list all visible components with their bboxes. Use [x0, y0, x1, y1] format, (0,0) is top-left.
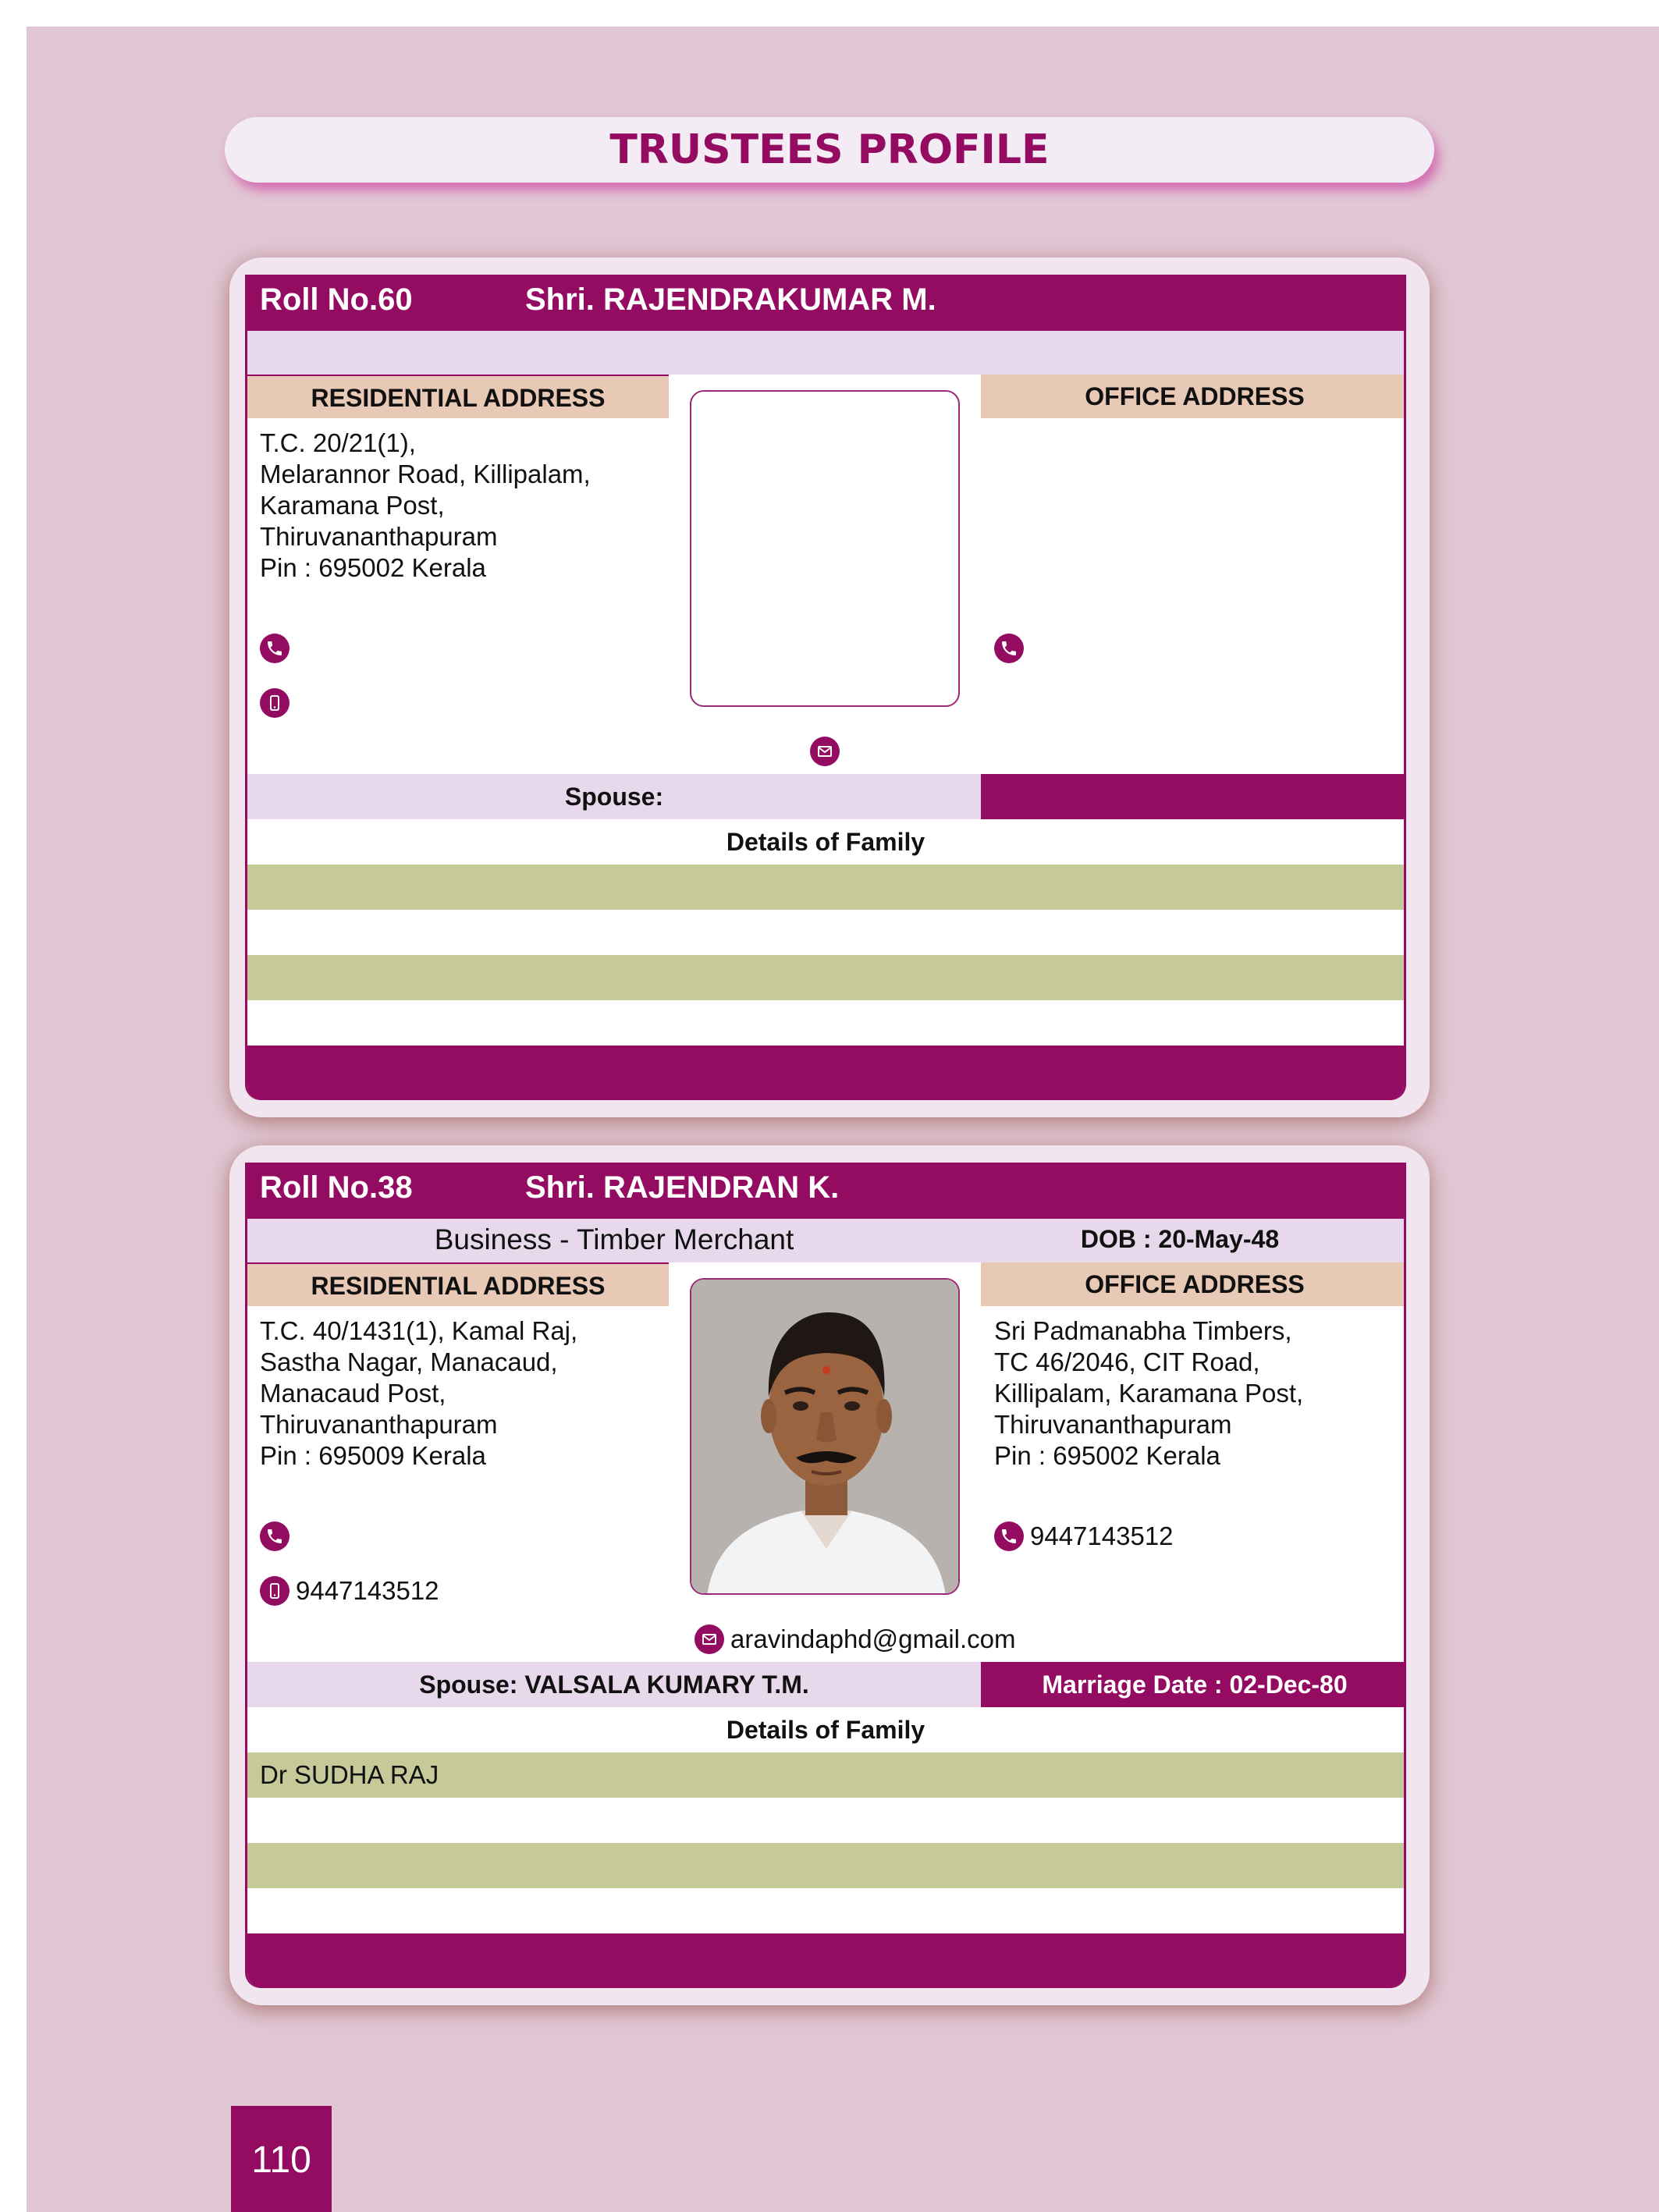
- roll-number: Roll No.60: [260, 282, 413, 317]
- family-member-row: [247, 1843, 1404, 1888]
- portrait-photo-placeholder: [690, 390, 960, 707]
- email-icon: [695, 1624, 724, 1654]
- residential-mobile-number: 9447143512: [296, 1576, 439, 1605]
- family-member-row: [247, 1888, 1404, 1933]
- card-header: [247, 1163, 1404, 1219]
- phone-icon: [260, 1521, 290, 1551]
- page-number: 110: [231, 2106, 332, 2212]
- occupation-band: [247, 1219, 1404, 1262]
- office-address-header: OFFICE ADDRESS: [981, 1262, 1406, 1306]
- mobile-icon: [260, 688, 290, 718]
- date-of-birth: DOB : 20-May-48: [1080, 1225, 1280, 1253]
- family-member-row: Dr SUDHA RAJ: [247, 1752, 1404, 1798]
- phone-icon: [994, 634, 1024, 663]
- trustee-card-body: [245, 275, 1406, 1100]
- phone-icon: [994, 1521, 1024, 1551]
- marriage-date: [981, 774, 1406, 819]
- residential-address-header: RESIDENTIAL ADDRESS: [247, 375, 669, 418]
- roll-number: Roll No.38: [260, 1170, 413, 1205]
- trustee-card: [229, 257, 1430, 1117]
- residential-address: T.C. 40/1431(1), Kamal Raj, Sastha Nagar, Manacaud, Manacaud Post, Thiruvananthapuram Pin : 695009 Kerala: [260, 1316, 578, 1470]
- residential-address-header: RESIDENTIAL ADDRESS: [247, 1262, 669, 1306]
- family-member-row: [247, 955, 1404, 1000]
- card-header: [247, 275, 1404, 331]
- office-phone: [994, 1521, 1174, 1551]
- residential-phone: [260, 1521, 296, 1551]
- office-phone: [994, 634, 1030, 663]
- spouse-row: [247, 774, 1404, 819]
- office-address: Sri Padmanabha Timbers, TC 46/2046, CIT Road, Killipalam, Karamana Post, Thiruvananthapuram Pin : 695002 Kerala: [994, 1316, 1304, 1470]
- email: [810, 737, 846, 766]
- trustee-card: [229, 1145, 1430, 2005]
- family-member-row: [247, 1798, 1404, 1843]
- card-footer-band: [247, 1046, 1404, 1100]
- spouse-name: Spouse:: [247, 774, 981, 819]
- office-address-header: OFFICE ADDRESS: [981, 375, 1406, 418]
- mobile-icon: [260, 1576, 290, 1606]
- family-details-title: Details of Family: [726, 828, 925, 856]
- email-address[interactable]: aravindaphd@gmail.com: [730, 1624, 1016, 1653]
- email-icon: [810, 737, 840, 766]
- marriage-date: Marriage Date : 02-Dec-80: [981, 1662, 1406, 1707]
- occupation-band: [247, 331, 1404, 375]
- residential-address: T.C. 20/21(1), Melarannor Road, Killipalam, Karamana Post, Thiruvananthapuram Pin : 695002 Kerala: [260, 428, 591, 582]
- residential-mobile: [260, 688, 296, 718]
- trustee-name: Shri. RAJENDRAN K.: [525, 1170, 840, 1205]
- portrait-illustration: [691, 1280, 960, 1595]
- email: [695, 1624, 1016, 1654]
- family-member-row: [247, 1000, 1404, 1046]
- card-footer-band: [247, 1933, 1404, 1988]
- office-phone-number: 9447143512: [1030, 1521, 1174, 1550]
- portrait-photo: [690, 1278, 960, 1595]
- trustee-name: Shri. RAJENDRAKUMAR M.: [525, 282, 936, 317]
- trustee-card-body: [245, 1163, 1406, 1988]
- family-member-row: [247, 865, 1404, 910]
- phone-icon: [260, 634, 290, 663]
- family-member-row: [247, 910, 1404, 955]
- page-title: TRUSTEES PROFILE: [609, 126, 1050, 173]
- spouse-row: [247, 1662, 1404, 1707]
- residential-mobile: [260, 1576, 439, 1606]
- family-details-title: Details of Family: [726, 1716, 925, 1744]
- occupation: Business - Timber Merchant: [434, 1223, 794, 1255]
- spouse-name: Spouse: VALSALA KUMARY T.M.: [247, 1662, 981, 1707]
- residential-phone: [260, 634, 296, 663]
- page-title-banner: [225, 117, 1434, 183]
